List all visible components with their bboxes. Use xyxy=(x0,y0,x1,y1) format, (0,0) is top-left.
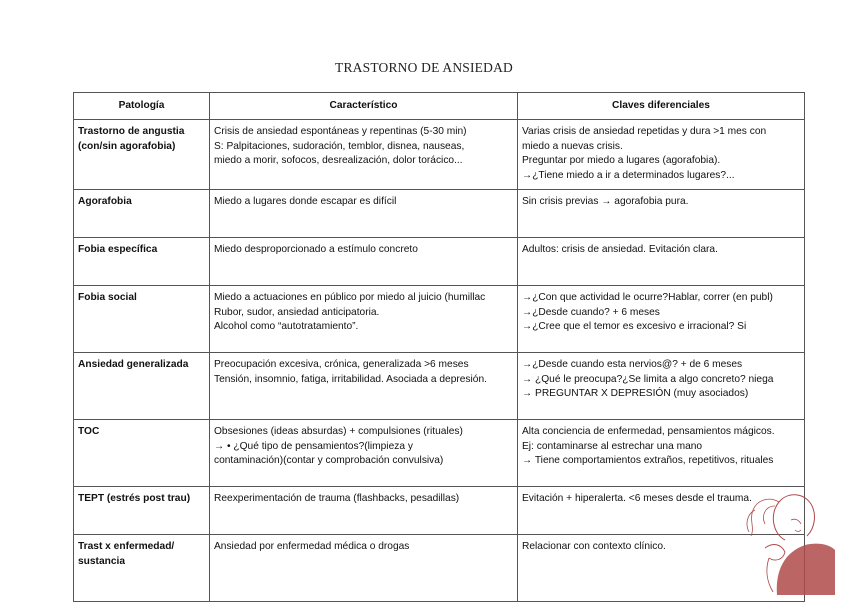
key-line: →¿Cree que el temor es excesivo e irracional? Si xyxy=(522,321,747,332)
key-line: →¿Desde cuando? + 6 meses xyxy=(522,306,660,318)
key-line: Evitación + hiperalerta. <6 meses desde el trauma. xyxy=(522,493,752,504)
pathology-cell: Fobia específica xyxy=(74,238,210,286)
key-line: →¿Con que actividad le ocurre?Hablar, correr (en publ) xyxy=(522,292,773,303)
key-line: → PREGUNTAR X DEPRESIÓN (muy asociados) xyxy=(522,388,749,399)
table-body xyxy=(74,120,805,602)
illustration-arm xyxy=(767,558,773,592)
features-cell xyxy=(210,487,518,535)
illustration-hand xyxy=(765,545,785,560)
pathology-cell: Fobia social xyxy=(74,286,210,353)
illustration-shoulder xyxy=(777,544,835,595)
feature-line: Crisis de ansiedad espontáneas y repentinas (5-30 min) xyxy=(214,126,467,137)
table-row xyxy=(74,420,805,487)
feature-line: Miedo a lugares donde escapar es difícil xyxy=(214,196,397,207)
feature-line: Rubor, sudor, ansiedad anticipatoria. xyxy=(214,306,380,318)
header-pathology: Patología xyxy=(74,93,210,120)
illustration-head xyxy=(773,495,814,540)
features-cell xyxy=(210,190,518,238)
feature-line: Preocupación excesiva, crónica, generalizada >6 meses xyxy=(214,359,469,370)
feature-line: miedo a morir, sofocos, desrealización, dolor torácico... xyxy=(214,155,463,166)
features-cell xyxy=(210,120,518,190)
keys-cell xyxy=(518,120,805,190)
feature-line: Miedo a actuaciones en público por miedo al juicio (humillac xyxy=(214,292,486,303)
header-features: Característico xyxy=(210,93,518,120)
keys-cell xyxy=(518,190,805,238)
key-line: Relacionar con contexto clínico. xyxy=(522,541,666,552)
key-line: Alta conciencia de enfermedad, pensamientos mágicos. xyxy=(522,426,775,437)
feature-line: S: Palpitaciones, sudoración, temblor, disnea, nauseas, xyxy=(214,140,465,152)
illustration-face xyxy=(791,519,801,531)
keys-cell xyxy=(518,353,805,420)
key-line: Preguntar por miedo a lugares (agorafobia). xyxy=(522,155,721,166)
pathology-cell: TEPT (estrés post trau) xyxy=(74,487,210,535)
keys-cell xyxy=(518,286,805,353)
table-row xyxy=(74,353,805,420)
key-line: Sin crisis previas → agorafobia pura. xyxy=(522,196,689,207)
table-row xyxy=(74,535,805,602)
key-line: miedo a nuevas crisis. xyxy=(522,140,623,152)
anxiety-table xyxy=(73,92,805,602)
pathology-cell: Trast x enfermedad/ sustancia xyxy=(74,535,210,602)
features-cell xyxy=(210,535,518,602)
key-line: Varias crisis de ansiedad repetidas y dura >1 mes con xyxy=(522,126,767,137)
key-line: →¿Tiene miedo a ir a determinados lugares?... xyxy=(522,169,735,181)
header-keys: Claves diferenciales xyxy=(518,93,805,120)
key-line: → ¿Qué le preocupa?¿Se limita a algo concreto? niega xyxy=(522,373,774,385)
pathology-cell: Trastorno de angustia (con/sin agorafobia) xyxy=(74,120,210,190)
feature-line: → • ¿Qué tipo de pensamientos?(limpieza y xyxy=(214,440,413,452)
key-line: → Tiene comportamientos extraños, repetitivos, rituales xyxy=(522,455,774,466)
pathology-cell: Agorafobia xyxy=(74,190,210,238)
key-line: Adultos: crisis de ansiedad. Evitación clara. xyxy=(522,244,718,255)
table-header-row xyxy=(74,93,805,120)
woman-illustration xyxy=(725,470,835,595)
feature-line: Obsesiones (ideas absurdas) + compulsiones (rituales) xyxy=(214,426,463,437)
illustration-hair xyxy=(747,499,779,536)
page-title: TRASTORNO DE ANSIEDAD xyxy=(335,60,513,75)
feature-line: Miedo desproporcionado a estímulo concreto xyxy=(214,244,418,255)
feature-line: Tensión, insomnio, fatiga, irritabilidad. Asociada a depresión. xyxy=(214,373,487,385)
keys-cell xyxy=(518,238,805,286)
features-cell xyxy=(210,353,518,420)
feature-line: Ansiedad por enfermedad médica o drogas xyxy=(214,541,410,552)
table-row xyxy=(74,238,805,286)
features-cell xyxy=(210,420,518,487)
features-cell xyxy=(210,238,518,286)
pathology-cell: TOC xyxy=(74,420,210,487)
table-row xyxy=(74,120,805,190)
pathology-cell: Ansiedad generalizada xyxy=(74,353,210,420)
feature-line: contaminación)(contar y comprobación convulsiva) xyxy=(214,455,444,466)
feature-line: Reexperimentación de trauma (flashbacks, pesadillas) xyxy=(214,493,460,504)
key-line: →¿Desde cuando esta nervios@? + de 6 meses xyxy=(522,359,743,370)
table-row xyxy=(74,487,805,535)
table-row xyxy=(74,286,805,353)
features-cell xyxy=(210,286,518,353)
feature-line: Alcohol como “autotratamiento”. xyxy=(214,321,359,332)
key-line: Ej: contaminarse al estrechar una mano xyxy=(522,440,703,452)
table-row xyxy=(74,190,805,238)
